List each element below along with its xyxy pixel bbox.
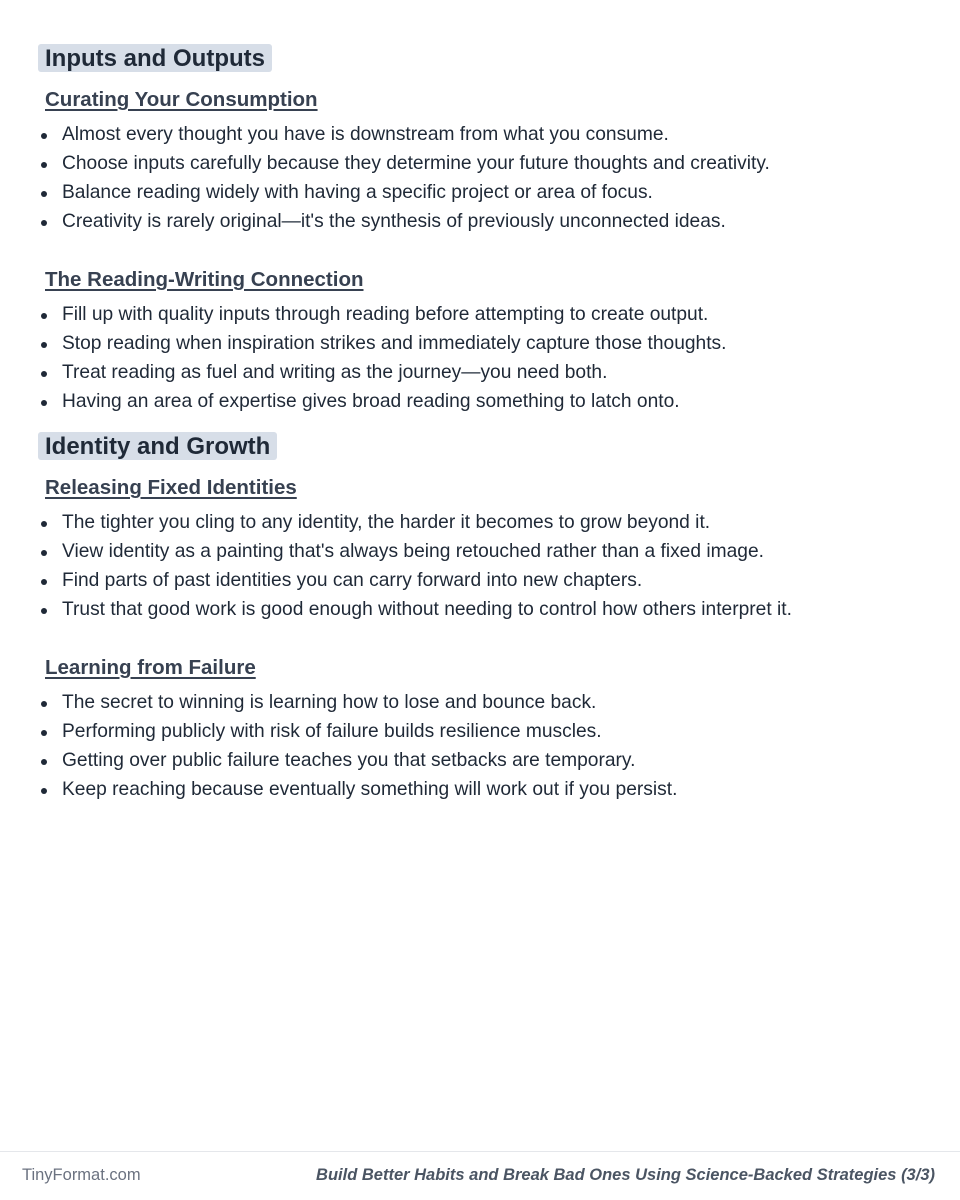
bullet-icon (41, 608, 47, 614)
list-item-text: Performing publicly with risk of failure builds resilience muscles. (62, 721, 602, 742)
bullet-list (38, 688, 938, 804)
list-item-text: Treat reading as fuel and writing as the journey—you need both. (62, 362, 608, 383)
subsection-title: The Reading-Writing Connection (45, 268, 364, 291)
bullet-icon (41, 788, 47, 794)
list-item (38, 120, 938, 149)
bullet-icon (41, 162, 47, 168)
bullet-icon (41, 313, 47, 319)
subsection-title: Releasing Fixed Identities (45, 476, 297, 499)
section-title: Identity and Growth (38, 432, 277, 460)
list-item-text: Trust that good work is good enough without needing to control how others interpret it. (62, 599, 792, 620)
bullet-icon (41, 220, 47, 226)
bullet-icon (41, 701, 47, 707)
bullet-list (38, 508, 938, 624)
list-item (38, 688, 938, 717)
list-item-text: Stop reading when inspiration strikes and immediately capture those thoughts. (62, 333, 727, 354)
list-item-text: Almost every thought you have is downstream from what you consume. (62, 124, 669, 145)
list-item (38, 300, 938, 329)
list-item (38, 207, 938, 236)
list-item (38, 387, 938, 416)
bullet-icon (41, 521, 47, 527)
list-item-text: Creativity is rarely original—it's the synthesis of previously unconnected ideas. (62, 211, 726, 232)
list-item-text: View identity as a painting that's always being retouched rather than a fixed image. (62, 541, 764, 562)
subsection-title: Curating Your Consumption (45, 88, 318, 111)
list-item-text: The secret to winning is learning how to lose and bounce back. (62, 692, 597, 713)
footer-divider (0, 1151, 960, 1152)
list-item-text: Getting over public failure teaches you that setbacks are temporary. (62, 750, 636, 771)
bullet-icon (41, 550, 47, 556)
list-item (38, 329, 938, 358)
list-item-text: Choose inputs carefully because they determine your future thoughts and creativity. (62, 153, 770, 174)
bullet-icon (41, 579, 47, 585)
list-item-text: Balance reading widely with having a specific project or area of focus. (62, 182, 653, 203)
bullet-list (38, 300, 938, 416)
bullet-list (38, 120, 938, 236)
list-item-text: Keep reaching because eventually something will work out if you persist. (62, 779, 678, 800)
list-item (38, 149, 938, 178)
bullet-icon (41, 759, 47, 765)
list-item (38, 566, 938, 595)
document-content (38, 44, 938, 804)
list-item (38, 508, 938, 537)
footer-document-title: Build Better Habits and Break Bad Ones Using Science-Backed Strategies (3/3) (316, 1166, 935, 1184)
list-item (38, 537, 938, 566)
bullet-icon (41, 400, 47, 406)
bullet-icon (41, 371, 47, 377)
bullet-icon (41, 730, 47, 736)
list-item (38, 358, 938, 387)
bullet-icon (41, 342, 47, 348)
list-item (38, 717, 938, 746)
subsection-title: Learning from Failure (45, 656, 256, 679)
list-item (38, 595, 938, 624)
list-item-text: The tighter you cling to any identity, the harder it becomes to grow beyond it. (62, 512, 711, 533)
list-item-text: Having an area of expertise gives broad reading something to latch onto. (62, 391, 680, 412)
section-title: Inputs and Outputs (38, 44, 272, 72)
bullet-icon (41, 133, 47, 139)
list-item (38, 775, 938, 804)
list-item-text: Fill up with quality inputs through reading before attempting to create output. (62, 304, 709, 325)
list-item (38, 746, 938, 775)
bullet-icon (41, 191, 47, 197)
footer-brand: TinyFormat.com (22, 1166, 141, 1184)
list-item-text: Find parts of past identities you can carry forward into new chapters. (62, 570, 643, 591)
list-item (38, 178, 938, 207)
